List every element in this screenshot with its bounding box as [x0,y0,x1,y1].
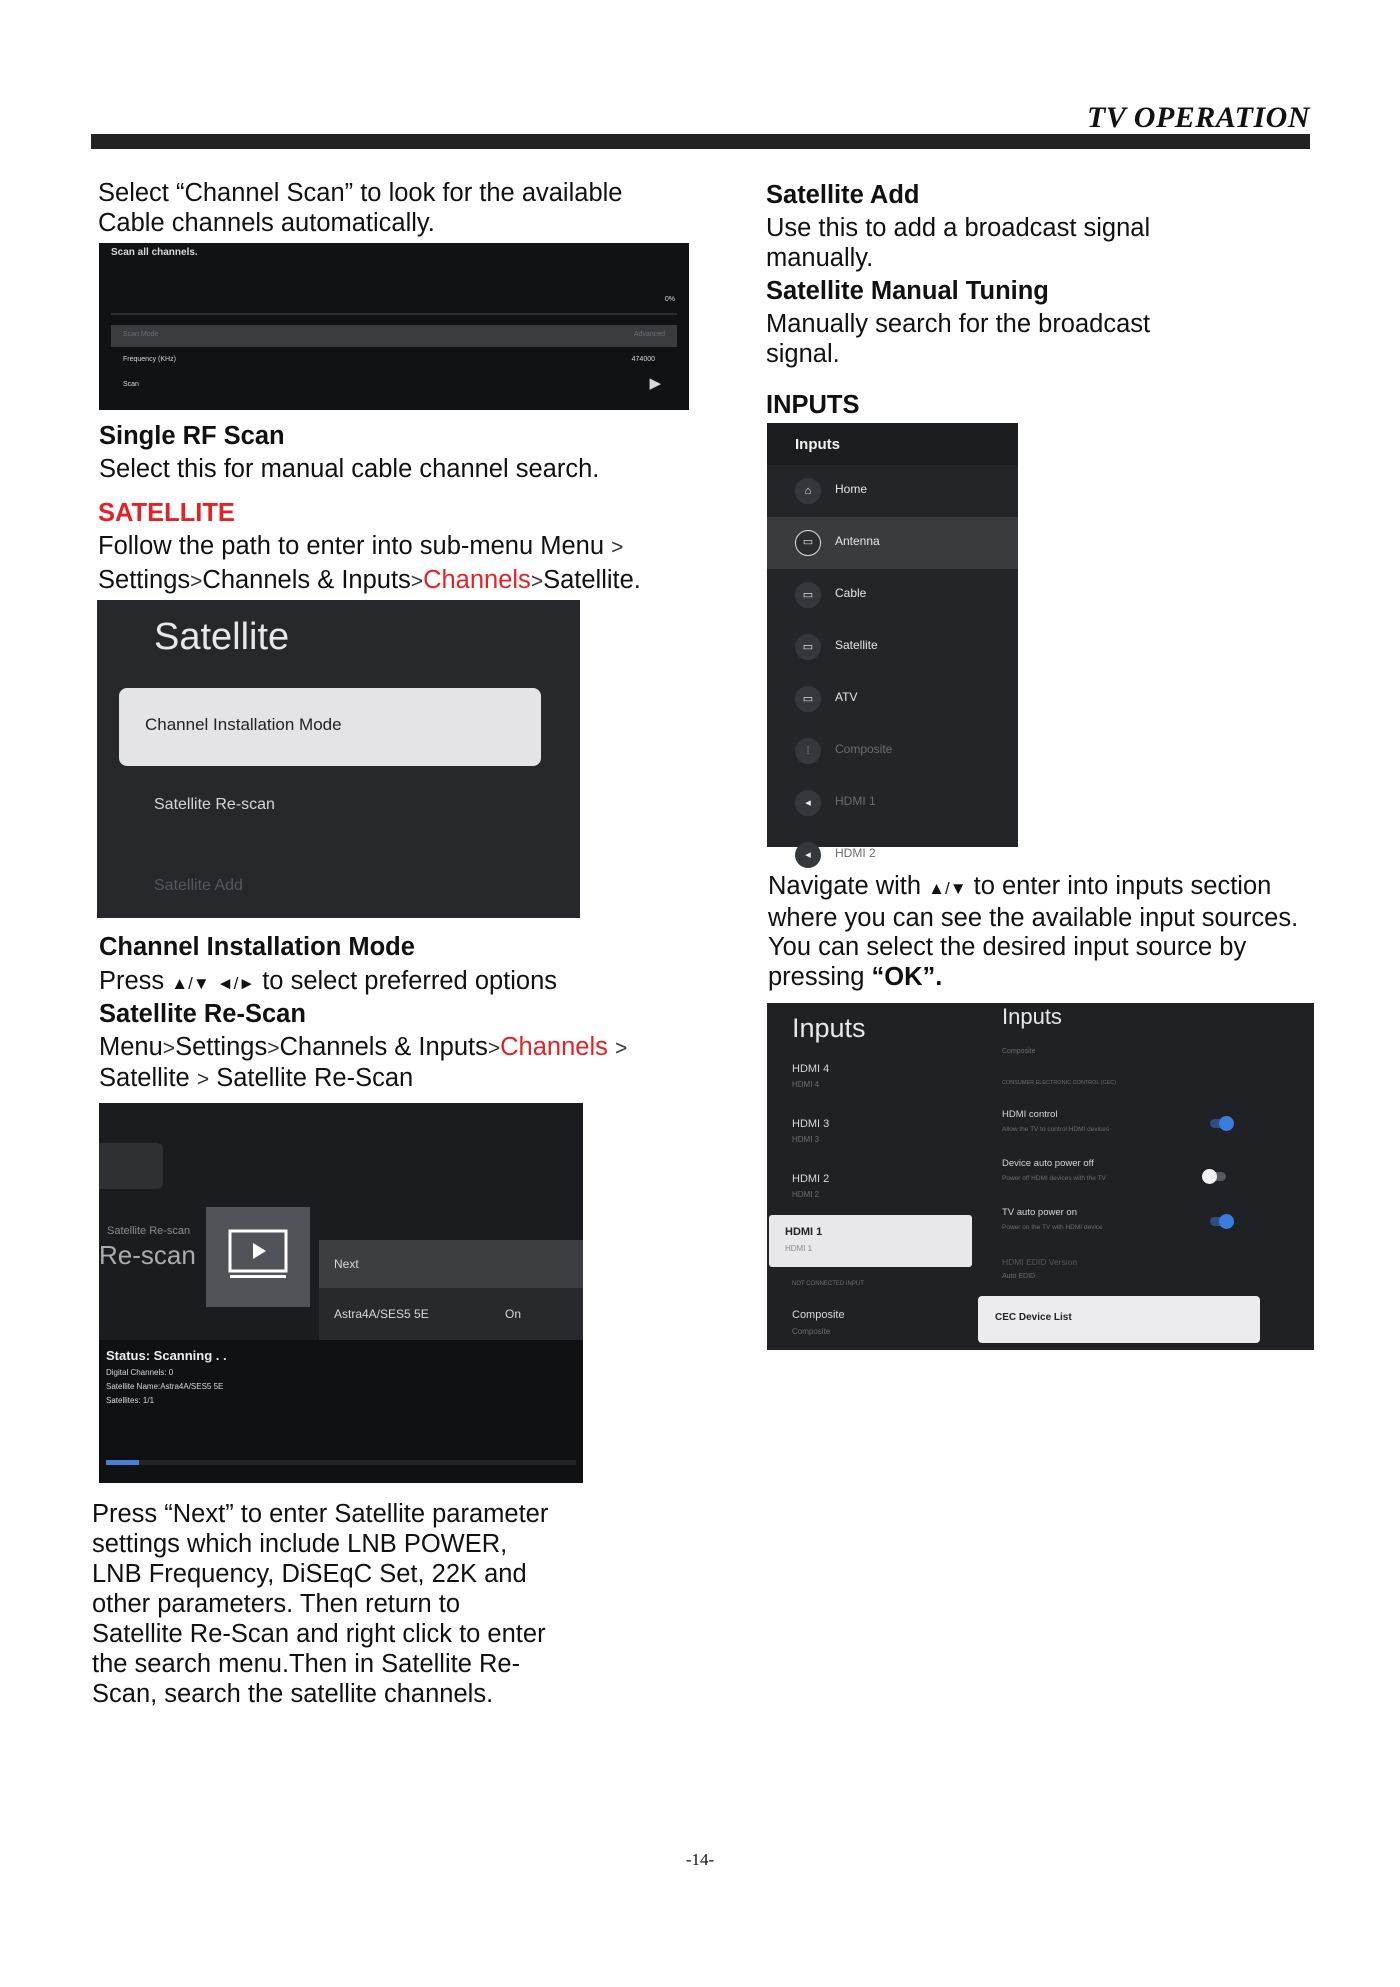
paragraph-line: manually. [766,244,874,272]
paragraph-line: Satellite Re-Scan and right click to enter [92,1620,546,1648]
scan-title: Scan all channels. [111,247,198,258]
input-cable[interactable] [767,569,1018,621]
satellite-menu-screenshot [97,600,580,918]
satellite-manual-heading: Satellite Manual Tuning [766,277,1049,305]
satellites-count: Satellites: 1/1 [106,1396,155,1405]
input-atv[interactable] [767,673,1018,725]
path-channels: Channels [500,1033,608,1061]
path-separator: > [487,1037,501,1060]
path-satellite: Satellite. [543,566,641,594]
satellite-path-line-2 [98,565,641,597]
paragraph-line: where you can see the available input sources. [768,903,1299,932]
nav-pressing: pressing [768,962,865,991]
nav-pre: Navigate with [768,872,922,900]
satellite-row[interactable] [319,1288,583,1340]
scan-channels-screenshot [99,243,689,410]
up-down-arrows-icon: ▲/▼ [928,879,967,898]
single-rf-heading: Single RF Scan [99,422,285,450]
home-icon: ⌂ [795,478,821,504]
inputs-title-bar [767,423,1018,465]
input-antenna[interactable] [767,517,1018,569]
paragraph-line: LNB Frequency, DiSEqC Set, 22K and [92,1560,527,1588]
rescan-progress-track [106,1460,576,1465]
next-item[interactable] [319,1240,583,1288]
hdmi-2-sub: HDMI 2 [792,1190,820,1199]
hdmi-3-label[interactable]: HDMI 3 [792,1118,830,1130]
satellite-state: On [505,1307,522,1321]
hdmi-4-label[interactable]: HDMI 4 [792,1063,830,1075]
not-connected-label: NOT CONNECTED INPUT [792,1281,864,1287]
inputs-menu-screenshot [767,423,1018,861]
cim-description: to select preferred options [262,967,558,995]
satellite-name-line: Satellite Name:Astra4A/SES5 5E [106,1382,224,1391]
cim-text [99,966,557,999]
input-hdmi-1[interactable] [767,777,1018,829]
navigate-line-4 [768,963,1298,993]
paragraph-line: Scan, search the satellite channels. [92,1680,494,1708]
hdmi-2-label[interactable]: HDMI 2 [792,1173,830,1185]
paragraph-line: the search menu.Then in Satellite Re- [92,1650,521,1678]
up-down-arrows-icon: ▲/▼ [171,974,210,993]
paragraph-line: settings which include LNB POWER, [92,1530,508,1558]
composite-sub: Composite [792,1327,831,1336]
back-tile[interactable] [99,1143,163,1189]
auto-power-off-label: Device auto power off [1002,1158,1094,1169]
cec-device-list-label: CEC Device List [995,1312,1072,1323]
scan-percent: 0% [664,296,675,303]
hdmi-1-label: HDMI 1 [785,1226,823,1238]
paragraph-line: Manually search for the broadcast [766,310,1151,338]
rescan-path-line-1 [99,1032,627,1064]
hdmi-control-toggle[interactable] [1210,1119,1232,1128]
next-paragraph [92,1499,548,1709]
intro-text [98,178,622,238]
inputs-heading: INPUTS [766,391,860,419]
single-rf-text: Select this for manual cable channel search. [99,455,600,483]
path-channels-inputs: Channels & Inputs [279,1033,488,1061]
path-separator: > [530,570,544,593]
path-separator: > [267,1037,280,1060]
input-composite[interactable] [767,725,1018,777]
paragraph-line: signal. [766,340,840,368]
input-label: HDMI 1 [835,794,876,808]
path-separator: > [162,1037,176,1060]
scan-label: Scan [123,381,139,388]
path-separator: > [410,570,424,593]
hdmi-4-sub: HDMI 4 [792,1080,820,1089]
cim-heading: Channel Installation Mode [99,933,415,961]
composite-label[interactable]: Composite [792,1309,845,1321]
paragraph-line: Press “Next” to enter Satellite parameter [92,1500,549,1528]
path-separator: > [190,570,203,593]
path-rescan: Satellite Re-Scan [216,1064,414,1092]
frequency-label: Frequency (KHz) [123,356,176,363]
rescan-small-label: Satellite Re-scan [107,1225,191,1237]
channel-installation-mode-label: Channel Installation Mode [145,715,342,734]
satellite-heading: SATELLITE [98,499,235,527]
hdmi-right-title: Inputs [1002,1004,1062,1029]
hdmi-control-desc: Allow the TV to control HDMI devices [1002,1126,1110,1133]
edid-label: HDMI EDID Version [1002,1257,1078,1267]
nav-post: to enter into inputs section [973,872,1272,900]
intro-line-2: Cable channels automatically. [98,209,435,237]
cec-section-label: CONSUMER ELECTRONIC CONTROL (CEC) [1002,1080,1117,1086]
satellite-add-heading: Satellite Add [766,181,920,209]
path-settings: Settings [98,566,191,594]
paragraph-line: You can select the desired input source by [768,933,1247,961]
cim-press: Press [99,967,165,995]
satellite-add-item[interactable]: Satellite Add [154,877,243,894]
navigate-text [768,872,1298,992]
tv-auto-power-on-toggle[interactable] [1210,1217,1232,1226]
scan-status: Status: Scanning . . [106,1348,227,1363]
tv-play-icon [206,1207,310,1307]
rescan-path-line-2 [99,1063,413,1095]
path-satellite: Satellite [99,1064,190,1092]
path-separator: > [611,536,624,559]
scan-mode-label: Scan Mode [123,331,159,338]
path-text: Follow the path to enter into sub-menu Menu [98,532,605,560]
path-channels: Channels [423,566,531,594]
hdmi-1-sub: HDMI 1 [785,1244,813,1253]
status-panel [99,1340,583,1483]
input-label: ATV [835,690,858,704]
path-settings: Settings [175,1033,268,1061]
next-label: Next [334,1257,359,1271]
input-label: HDMI 2 [835,846,876,860]
satellite-rescan-item[interactable]: Satellite Re-scan [154,796,275,813]
path-separator: > [614,1037,628,1060]
navigate-line-1 [768,872,1298,904]
paragraph-line: Use this to add a broadcast signal [766,214,1151,242]
rescan-progress-fill [106,1460,139,1465]
tv-auto-power-on-label: TV auto power on [1002,1207,1077,1218]
satellite-manual-text [766,309,1150,369]
input-label: Satellite [835,638,878,652]
path-channels-inputs: Channels & Inputs [202,566,411,594]
composite-icon: ⁞ [795,738,821,764]
cec-device-list-button[interactable] [978,1296,1260,1343]
edid-value: Auto EDID [1002,1273,1036,1280]
channel-installation-mode-item[interactable] [119,688,541,766]
input-label: Home [835,482,868,496]
digital-channels: Digital Channels: 0 [106,1368,174,1377]
tv-icon: ▭ [795,634,821,660]
hdmi-3-sub: HDMI 3 [792,1135,820,1144]
scan-mode-value: Advanced [633,331,665,338]
ok-key: “OK”. [871,962,943,991]
header-rule [91,134,1310,149]
path-menu: Menu [99,1033,163,1061]
section-title: TV OPERATION [1087,101,1310,134]
satellite-path-line-1 [98,531,623,563]
input-label: Composite [835,742,893,756]
auto-power-off-toggle[interactable] [1204,1172,1226,1181]
tv-tile [206,1207,310,1307]
auto-power-off-desc: Power off HDMI devices with the TV [1002,1175,1106,1182]
satellite-name: Astra4A/SES5 5E [334,1307,429,1321]
frequency-value: 474000 [631,356,655,363]
hdmi-control-label: HDMI control [1002,1109,1058,1120]
play-icon[interactable]: ▶ [649,375,661,392]
rescan-heading: Satellite Re-Scan [99,1000,306,1028]
hdmi-right-sub: Composite [1002,1048,1036,1055]
satellite-add-text [766,213,1150,273]
inputs-title: Inputs [795,436,840,453]
hdmi-1-selected[interactable] [769,1215,972,1267]
input-label: Cable [835,586,867,600]
tv-icon: ▭ [795,686,821,712]
page-number: -14- [685,1850,715,1869]
scan-progress-track [111,313,677,315]
hdmi-settings-screenshot [767,1003,1314,1350]
scan-row-scan-mode[interactable] [111,325,677,347]
tv-auto-power-on-desc: Power on the TV with HDMI device [1002,1224,1103,1231]
path-separator: > [196,1068,210,1091]
tv-icon: ▭ [795,582,821,608]
input-home[interactable] [767,465,1018,517]
hdmi-left-title: Inputs [792,1013,866,1043]
satellite-menu-title: Satellite [154,616,290,658]
tv-icon: ▭ [795,530,821,556]
input-label: Antenna [835,534,880,548]
paragraph-line: other parameters. Then return to [92,1590,461,1618]
input-satellite[interactable] [767,621,1018,673]
rescan-big-label: Re-scan [99,1240,196,1270]
left-right-arrows-icon: ◄/► [216,974,256,993]
satellite-rescan-screenshot [99,1103,583,1483]
intro-line-1: Select “Channel Scan” to look for the available [98,179,623,207]
hdmi-icon: ◂ [795,842,821,868]
hdmi-icon: ◂ [795,790,821,816]
